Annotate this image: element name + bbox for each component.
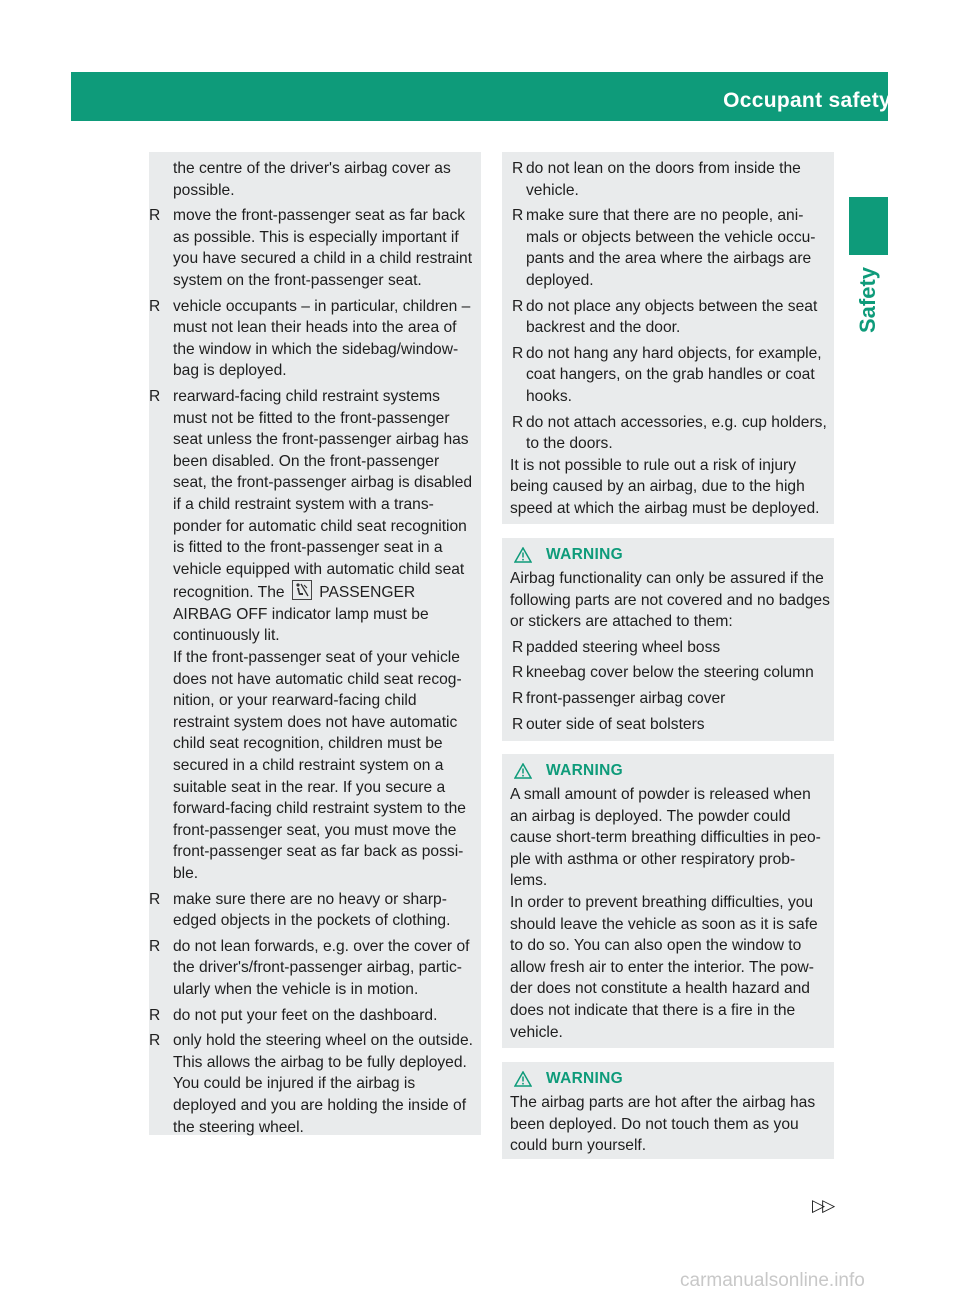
list-item-text: kneebag cover below the steering column: [526, 664, 814, 682]
list-item-text: do not attach accessories, e.g. cup holders, to the doors.: [526, 413, 827, 453]
page-header: [71, 72, 940, 121]
list-item: [149, 386, 477, 885]
warning-heading: [510, 758, 830, 784]
warning-text: A small amount of powder is released when an airbag is deployed. The powder could cause short-term breathing difficulties in peo-ple with asthma or other respiratory prob-lems.: [510, 786, 821, 890]
list-item-text: rearward-facing child restraint systems must not be fitted to the front-passenger seat unless the front-passenger airbag has been disabled. On the front-passenger seat, the front-passenger airbag is disabled if a child restraint system with a trans-ponder for automatic child seat recognition is fitted to the front-passenger seat in a vehicle equipped with automatic child seat recognition. The: [173, 387, 473, 602]
header-divider: [901, 72, 904, 121]
bullet-marker: R: [512, 413, 524, 431]
intro-line-2: possible.: [173, 181, 235, 199]
passenger-airbag-off-icon: [292, 580, 312, 600]
bullet-marker: R: [512, 664, 524, 682]
list-item: [149, 1005, 477, 1027]
warning-triangle-icon: [514, 547, 532, 563]
bullet-marker: R: [149, 387, 161, 405]
list-item-text: outer side of seat bolsters: [526, 715, 705, 733]
bullet-marker: R: [512, 689, 524, 707]
warning-heading: [510, 1066, 830, 1092]
list-item-paragraph: If the front-passenger seat of your vehicle does not have automatic child seat recog-nition, or your rearward-facing child restraint system does not have automatic child seat recognition, children must be secured in a child restraint system on a suitable seat in the rear. If you secure a forward-facing child restraint system to the front-passenger seat, you must move the front-passenger seat as far back as possi-ble.: [173, 649, 466, 882]
bullet-marker: R: [512, 207, 524, 225]
page-number: 43: [916, 89, 940, 112]
list-item-text-cont: PASSENGER AIRBAG OFF indicator lamp must be continuously lit.: [173, 584, 429, 645]
list-item-text: make sure that there are no people, ani-mals or objects between the vehicle occu-pants and the area where the airbags are deployed.: [526, 207, 816, 289]
list-item-text: front-passenger airbag cover: [526, 689, 726, 707]
list-item: [510, 343, 830, 408]
list-item: [149, 205, 477, 291]
warning-text: The airbag parts are hot after the airbag has been deployed. Do not touch them as you could burn yourself.: [510, 1094, 816, 1155]
list-item: [510, 296, 830, 339]
bullet-marker: R: [512, 160, 524, 177]
warning-triangle-icon: [514, 763, 532, 779]
chapter-tab: [849, 197, 888, 255]
list-item-text: do not lean on the doors from inside the vehicle.: [526, 160, 801, 199]
bullet-marker: R: [149, 1006, 161, 1024]
warning-triangle-icon: [514, 1071, 532, 1087]
list-item-text: make sure there are no heavy or sharp-edged objects in the pockets of clothing.: [173, 890, 451, 930]
list-item: [510, 662, 830, 684]
warning-label: WARNING: [546, 762, 624, 780]
bullet-marker: R: [149, 937, 161, 955]
warning-box: [502, 1062, 834, 1159]
warning-label: WARNING: [546, 1070, 624, 1088]
list-item: [510, 158, 830, 201]
list-item: [510, 637, 830, 659]
warning-box: [502, 754, 834, 1048]
list-item: [149, 296, 477, 382]
bullet-marker: R: [512, 638, 524, 656]
bullet-marker: R: [512, 344, 524, 362]
bullet-marker: R: [512, 297, 524, 315]
bullet-marker: R: [512, 715, 524, 733]
list-item-text: only hold the steering wheel on the outside. This allows the airbag to be fully deployed. You could be injured if the airbag is deployed and you are holding the inside of the steering wheel.: [173, 1032, 473, 1136]
bullet-marker: R: [149, 207, 161, 225]
section-title: Occupant safety: [723, 89, 891, 112]
list-item-text: do not place any objects between the seat backrest and the door.: [526, 297, 818, 337]
list-item: [510, 412, 830, 455]
chapter-label-text: Safety: [855, 266, 881, 334]
bullet-marker: R: [149, 890, 161, 908]
warning-label: WARNING: [546, 546, 624, 564]
list-item: [149, 936, 477, 1001]
warning-heading: [510, 542, 830, 568]
left-column-box: [149, 152, 481, 1135]
list-item-text: padded steering wheel boss: [526, 638, 721, 656]
bullet-marker: R: [149, 297, 161, 315]
list-item: [149, 889, 477, 932]
warning-box: [502, 538, 834, 741]
bullet-marker: R: [149, 1032, 161, 1050]
right-column-box: [502, 152, 834, 524]
closing-paragraph: It is not possible to rule out a risk of injury being caused by an airbag, due to the high speed at which the airbag must be deployed.: [510, 456, 820, 517]
intro-line-1: the centre of the driver's airbag cover as: [173, 160, 451, 177]
list-item-text: do not hang any hard objects, for example, coat hangers, on the grab handles or coat hooks.: [526, 344, 822, 405]
list-item: [510, 688, 830, 710]
list-item-text: do not lean forwards, e.g. over the cover of the driver's/front-passenger airbag, partic-ularly when the vehicle is in motion.: [173, 937, 470, 998]
list-item-text: move the front-passenger seat as far back as possible. This is especially important if you have secured a child in a child restraint system on the front-passenger seat.: [173, 207, 473, 289]
chapter-label: [849, 255, 888, 345]
list-item: [510, 714, 830, 736]
warning-text: In order to prevent breathing difficulties, you should leave the vehicle as soon as it is safe to do so. You can also open the window to allow fresh air to enter the interior. The pow-der does not constitute a health hazard and does not indicate that there is a fire in the vehicle.: [510, 893, 818, 1041]
list-item: [149, 1030, 477, 1138]
list-item-text: do not put your feet on the dashboard.: [173, 1006, 438, 1024]
continue-arrow-icon: ▷▷: [812, 1196, 833, 1215]
warning-text: Airbag functionality can only be assured if the following parts are not covered and no badges or stickers are attached to them:: [510, 570, 830, 631]
list-item: [510, 205, 830, 291]
list-item-text: vehicle occupants – in particular, children – must not lean their heads into the area of the window in which the sidebag/window-bag is deployed.: [173, 297, 471, 380]
watermark: carmanualsonline.info: [680, 1270, 865, 1291]
